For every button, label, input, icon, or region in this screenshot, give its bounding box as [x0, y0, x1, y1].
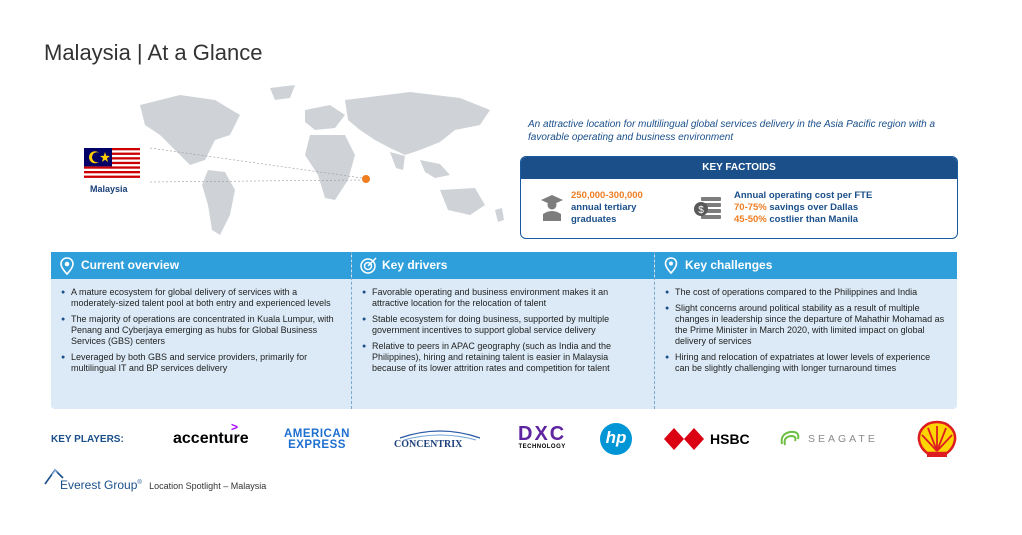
seagate-logo: SEAGATE [778, 428, 890, 452]
american-express-logo: AMERICAN EXPRESS [284, 428, 350, 451]
current-overview-column [51, 252, 351, 409]
list-item: ● Favorable operating and business environment makes it an attractive location for the relocation of talent [362, 287, 644, 309]
key-challenges-column [654, 252, 957, 409]
dxc-logo: DXC TECHNOLOGY [518, 423, 567, 450]
shell-logo [917, 420, 957, 458]
list-item: ● Slight concerns around political stability as a result of multiple changes in leadership since the departure of Mahathir Mohamad as the Prime Minister in March 2020, with limited impact on global delivery of services [665, 303, 947, 347]
footer-brand: Everest Group [60, 478, 138, 492]
key-challenges-header: Key challenges [655, 252, 957, 279]
hsbc-hexagon-icon [664, 428, 704, 450]
graduates-factoid: 250,000-300,000 annual tertiary graduates [571, 190, 643, 225]
concentrix-logo: CONCENTRIX [394, 428, 486, 452]
factoids-header: KEY FACTOIDS [521, 157, 957, 179]
country-label: Malaysia [90, 184, 128, 194]
malaysia-flag-icon [84, 148, 140, 180]
list-item: ● The majority of operations are concentrated in Kuala Lumpur, with Penang and Cyberjaya emerging as hubs for Global Business Services (GBS) centers [61, 314, 341, 347]
footer-registered-mark: ® [137, 480, 142, 486]
world-map [120, 80, 520, 245]
list-item: ● Relative to peers in APAC geography (such as India and the Philippines), hiring and retaining talent is easier in Malaysia because of its lower attrition rates and competition for talent [362, 341, 644, 374]
key-drivers-column [351, 252, 654, 409]
list-item: ● Leveraged by both GBS and service providers, primarily for multilingual IT and BP services delivery [61, 352, 341, 374]
graduate-icon [541, 195, 563, 221]
map-pin-icon [57, 256, 77, 276]
info-panel [51, 252, 957, 409]
key-drivers-header: Key drivers [352, 252, 654, 279]
malaysia-marker [362, 175, 370, 183]
footer [60, 478, 266, 492]
accenture-logo: accenture > [173, 420, 249, 447]
location-icon [661, 256, 681, 276]
page-title: Malaysia | At a Glance [44, 40, 263, 65]
current-overview-header: Current overview [51, 252, 351, 279]
seagate-swirl-icon [778, 428, 802, 450]
target-icon [358, 256, 378, 276]
key-factoids-box [520, 156, 958, 239]
list-item: ● The cost of operations compared to the Philippines and India [665, 287, 947, 298]
svg-text:$: $ [698, 205, 704, 216]
list-item: ● A mature ecosystem for global delivery of services with a moderately-sized talent pool at both entry and experienced levels [61, 287, 341, 309]
list-item: ● Stable ecosystem for doing business, supported by multiple government incentives to support global service delivery [362, 314, 644, 336]
hp-logo: hp [600, 423, 632, 455]
footer-subtitle: Location Spotlight – Malaysia [149, 481, 267, 491]
money-icon [693, 195, 723, 221]
tagline: An attractive location for multilingual global services delivery in the Asia Pacific region with a favorable operating and business environment [528, 119, 936, 143]
cost-factoid: Annual operating cost per FTE 70-75% savings over Dallas 45-50% costlier than Manila [734, 190, 873, 225]
list-item: ● Hiring and relocation of expatriates at lower levels of experience can be slightly challenging with longer turnaround times [665, 352, 947, 374]
key-players-label: KEY PLAYERS: [51, 434, 124, 445]
